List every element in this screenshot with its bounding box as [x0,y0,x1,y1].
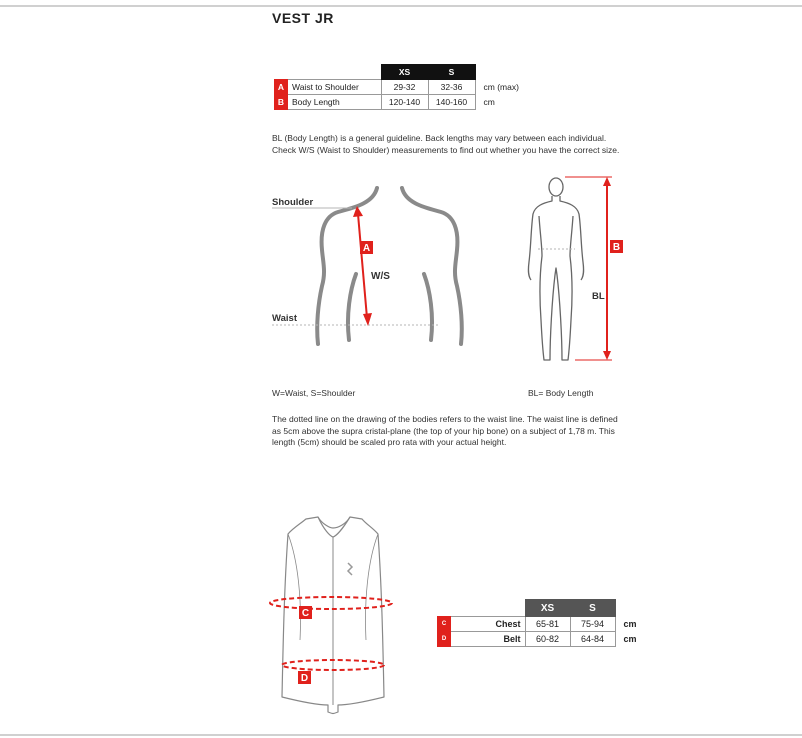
brand-logo-icon [348,563,352,575]
row-unit: cm (max) [483,82,519,92]
cell-value: 64-84 [570,632,615,647]
full-body-outline [528,178,583,360]
size-header-xs: XS [381,65,428,80]
marker-c-label: C [301,608,310,619]
row-unit: cm [623,634,637,644]
vest-outline [282,517,384,714]
row-unit: cm [623,619,637,629]
marker-c-badge: C [438,617,451,632]
cell-value: 65-81 [525,617,570,632]
ws-label: W/S [371,271,390,282]
marker-b-label: B [612,242,621,253]
row-label: Body Length [288,95,382,110]
size-header-xs: XS [525,600,570,617]
chest-measure-line [270,597,392,609]
cell-value: 60-82 [525,632,570,647]
shoulder-label: Shoulder [272,197,314,208]
size-header-s: S [570,600,615,617]
cell-value: 120-140 [381,95,428,110]
bl-caption: BL= Body Length [528,388,594,398]
ws-arrow [353,206,372,326]
row-label: Chest [451,617,526,632]
marker-a-badge: A [275,80,288,95]
marker-a-label: A [362,243,371,254]
waist-line-note: The dotted line on the drawing of the bodies refers to the waist line. The waist line is defined as 5cm above the supra cristal-plane (the top of your hip bone) on a subject of 1,78 m. This length (5cm) should be scaled pro rata with your actual height. [272,414,618,447]
size-table-vest [437,599,642,647]
body-length-note: BL (Body Length) is a general guideline. Back lengths may vary between each individual. Check W/S (Waist to Shoulder) measurements to find out whether you have the correct size. [272,133,620,155]
bl-arrow [603,177,611,360]
bottom-rule [0,734,802,736]
size-table-header-row [438,600,642,617]
table-row [438,632,642,647]
torso-back-outline [317,188,462,344]
row-label: Waist to Shoulder [288,80,382,95]
bl-label: BL [592,291,605,302]
ws-caption: W=Waist, S=Shoulder [272,388,356,398]
size-header-s: S [428,65,475,80]
cell-value: 75-94 [570,617,615,632]
marker-b-badge: B [275,95,288,110]
row-label: Belt [451,632,526,647]
waist-label: Waist [272,313,297,324]
page-title: VEST JR [272,10,334,26]
row-unit: cm [483,97,495,107]
marker-d-badge: D [438,632,451,647]
table-row [438,617,642,632]
marker-d-label: D [300,673,309,684]
cell-value: 140-160 [428,95,475,110]
cell-value: 29-32 [381,80,428,95]
cell-value: 32-36 [428,80,475,95]
